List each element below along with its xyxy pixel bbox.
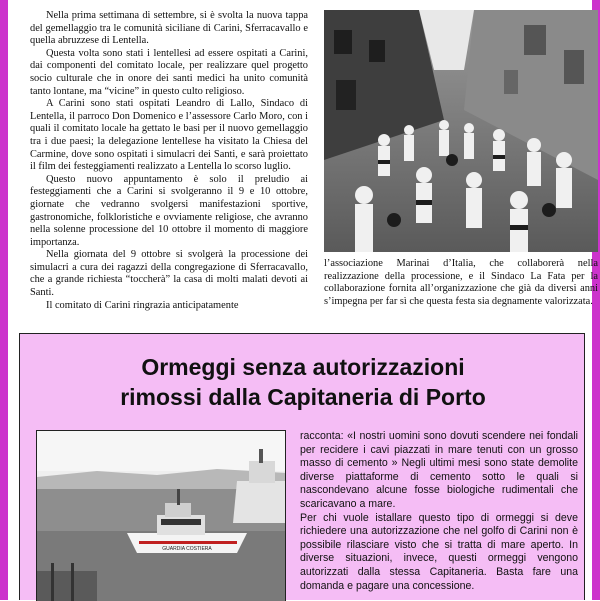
procession-article-left-column — [30, 10, 308, 312]
left-magenta-border — [0, 0, 8, 600]
paragraph: Per chi vuole istallare questo tipo di ormeggi si deve richiedere una autorizzazione che nel golfo di Carini non è possibile rilasciare visto che si tratta di mare aperto. In diverse situazioni, invece, questi ormeggi vengono autorizzati dalla stessa Capitaneria. Basta fare una domanda e pagare una concessione. — [300, 511, 578, 592]
mooring-article-column — [300, 430, 578, 593]
headline-line-2: rimossi dalla Capitaneria di Porto — [120, 384, 486, 410]
paragraph: racconta: «I nostri uomini sono dovuti scendere nei fondali per recidere i cavi piazzati in mare tenuti con un grosso masso di cemento » Negli ultimi mesi sono state demolite diverse piattaforme di cemento sotto le quali si nascondevano alcune fosse biologiche rudimentali che scaricavano a mare. — [300, 430, 578, 510]
paragraph: l’associazione Marinai d’Italia, che collaborerà nella realizzazione della processione, e il Sindaco La Fata per la collaborazione fornita all’organizzazione che già da diversi anni s’impegna per far sì che questa festa sia degnamente valorizzata. — [324, 258, 598, 307]
mooring-article-headline — [20, 352, 586, 412]
procession-article-right-column — [324, 258, 598, 308]
headline-line-1: Ormeggi senza autorizzazioni — [141, 354, 465, 380]
procession-photo — [324, 10, 598, 252]
paragraph: Questa volta sono stati i lentellesi ad essere ospitati a Carini, dai componenti del comitato locale, per realizzare quel progetto socio culturale che in onore dei santi medici ha unito comunità tanto lontane, ma “vicine” in questo culto religioso. — [30, 47, 308, 97]
procession-article — [14, 0, 598, 330]
mooring-article-box — [19, 333, 585, 600]
boat-label: GUARDIA COSTIERA — [162, 546, 212, 552]
paragraph: Questo nuovo appuntamento è solo il preludio ai festeggiamenti che a Carini si svolgeranno il 9 e 10 ottobre, giornate che vedranno svolgersi manifestazioni sportive, gastronomiche, folkloristiche e ovviamente religiose, che avranno nella solenne processione del 10 ottobre il momento di maggiore importanza. — [30, 173, 308, 248]
paragraph: Il comitato di Carini ringrazia anticipatamente — [46, 299, 239, 311]
paragraph: A Carini sono stati ospitati Leandro di Lallo, Sindaco di Lentella, il parroco Don Domenico e l’assessore Carlo Moro, con i quali il comitato locale ha gettato le basi per il nuovo gemellaggio tra i due paesi; la delegazione lentellese ha visitato la Chiesa del Carmine, dove sono ospitati i simulacri dei Santi, e sarà proiettato il film dei festeggiamenti realizzato a Lentella lo scorso luglio. — [30, 98, 308, 173]
paragraph: Nella giornata del 9 ottobre si svolgerà la processione dei simulacri a cura dei ragazzi della congregazione di Sferracavallo, che a grande richiesta “toccherà” la casa di molti malati devoti ai Santi. — [30, 249, 308, 299]
paragraph: Nella prima settimana di settembre, si è svolta la nuova tappa del gemellaggio tra le comunità siciliane di Carini, Sferracavallo e quella abruzzese di Lentella. — [30, 10, 308, 47]
coast-guard-photo — [36, 430, 286, 601]
